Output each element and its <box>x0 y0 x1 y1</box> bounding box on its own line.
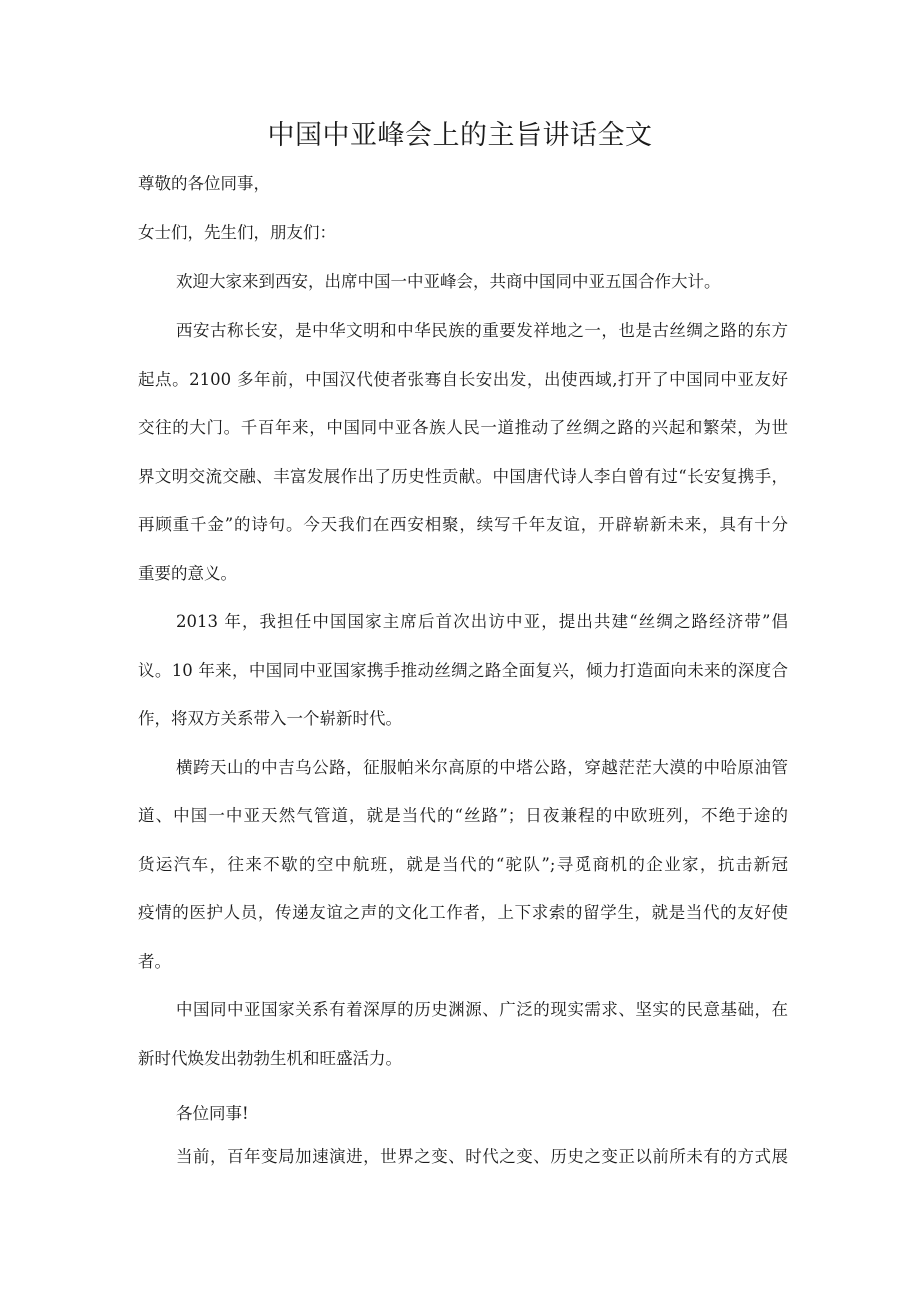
paragraph-line: 欢迎大家来到西安，出席中国一中亚峰会，共商中国同中亚五国合作大计。 <box>176 272 721 291</box>
paragraph-line: 新时代焕发出勃勃生机和旺盛活力。 <box>138 1049 402 1068</box>
paragraph-line: 再顾重千金”的诗句。今天我们在西安相聚，续写千年友谊，开辟崭新未来，具有十分 <box>138 515 788 534</box>
paragraph-line: 界文明交流交融、丰富发展作出了历史性贡献。中国唐代诗人李白曾有过“长安复携手， <box>138 467 788 486</box>
paragraph-line: 起点。2100 多年前，中国汉代使者张骞自长安出发，出使西域,打开了中国同中亚友好 <box>138 370 788 389</box>
paragraph-line: 各位同事! <box>176 1104 249 1123</box>
paragraph-line: 横跨天山的中吉乌公路，征服帕米尔高原的中塔公路，穿越茫茫大漠的中哈原油管 <box>176 758 788 777</box>
paragraph-line: 中国同中亚国家关系有着深厚的历史渊源、广泛的现实需求、坚实的民意基础，在 <box>176 1000 788 1019</box>
paragraph-line: 货运汽车，往来不歇的空中航班，就是当代的“驼队”;寻觅商机的企业家，抗击新冠 <box>138 855 788 874</box>
paragraph-line: 西安古称长安，是中华文明和中华民族的重要发祥地之一，也是古丝绸之路的东方 <box>176 321 788 340</box>
salutation-line: 女士们，先生们，朋友们： <box>138 223 336 242</box>
salutation-line: 尊敬的各位同事， <box>138 174 270 193</box>
paragraph-line: 交往的大门。千百年来，中国同中亚各族人民一道推动了丝绸之路的兴起和繁荣，为世 <box>138 418 788 437</box>
paragraph-line: 当前，百年变局加速演进，世界之变、时代之变、历史之变正以前所未有的方式展 <box>176 1147 788 1166</box>
paragraph-line: 道、中国一中亚天然气管道，就是当代的“丝路”；日夜兼程的中欧班列，不绝于途的 <box>138 806 788 825</box>
paragraph-line: 者。 <box>138 952 171 971</box>
paragraph-line: 作，将双方关系带入一个崭新时代。 <box>138 709 402 728</box>
paragraph-line: 疫情的医护人员，传递友谊之声的文化工作者，上下求索的留学生，就是当代的友好使 <box>138 903 788 922</box>
paragraph-line: 2013 年，我担任中国国家主席后首次出访中亚，提出共建“丝绸之路经济带”倡 <box>176 612 788 631</box>
paragraph-line: 议。10 年来，中国同中亚国家携手推动丝绸之路全面复兴，倾力打造面向未来的深度合 <box>138 661 788 680</box>
paragraph-line: 重要的意义。 <box>138 564 237 583</box>
document-title: 中国中亚峰会上的主旨讲话全文 <box>267 120 653 151</box>
